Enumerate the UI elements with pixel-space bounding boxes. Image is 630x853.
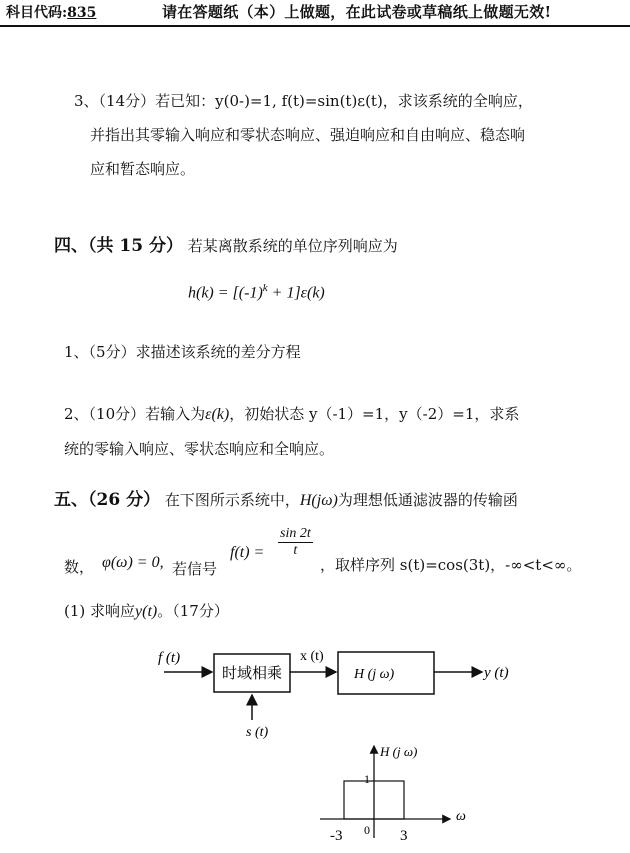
sampling-label: s (t): [246, 725, 269, 740]
mid-label: x (t): [300, 649, 324, 664]
multiplier-label: 时域相乘: [222, 666, 283, 682]
level-label: 1: [364, 772, 370, 786]
header-divider: [0, 25, 630, 27]
frequency-response-plot: [300, 740, 480, 850]
filter-label: H (j ω): [354, 667, 395, 682]
origin-label: 0: [364, 823, 370, 837]
plot-ylabel: H (j ω): [380, 744, 418, 759]
phase-condition: φ(ω) = 0,: [102, 554, 164, 571]
signal-fraction: $\frac{\sin 2t}{t}$: [280, 526, 311, 558]
section-4-title: 四、（共 15 分）: [54, 236, 183, 256]
block-diagram: [140, 640, 540, 740]
q3-line-2: 并指出其零输入响应和零状态响应、强迫响应和自由响应、稳态响: [90, 126, 526, 144]
input-label: f (t): [158, 650, 181, 666]
q3-line-3: 应和暂态响应。: [90, 160, 196, 178]
section-4-intro: 若某离散系统的单位序列响应为: [187, 237, 398, 255]
section-5-title: 五、（26 分）: [54, 490, 161, 510]
step-input-symbol: ε(k): [205, 406, 230, 423]
output-label: y (t): [484, 665, 509, 681]
section-4-q2-line-2: 统的零输入响应、零状态响应和全响应。: [64, 440, 335, 458]
response-symbol: y(t): [135, 603, 158, 620]
section-5-heading: 五、（26 分） 在下图所示系统中，H(jω)为理想低通滤波器的传输函: [54, 490, 518, 510]
left-cutoff-label: -3: [330, 828, 343, 844]
section-4-q1: 1、（5分）求描述该系统的差分方程: [64, 343, 301, 361]
impulse-response-formula: $h(k) = [(-1)^k + 1]\varepsilon(k)$: [188, 282, 325, 302]
signal-lhs: f(t) =: [230, 544, 265, 561]
q3-line-1: 3、（14分）若已知：y(0-)=1, f(t)=sin(t)ε(t)，求该系统的全响应，: [74, 92, 533, 110]
filter-symbol: H(jω): [299, 492, 338, 509]
section-4-q2-line-1: 2、（10分）若输入为ε(k)，初始状态 y（-1）=1，y（-2）=1，求系: [64, 405, 520, 423]
right-cutoff-label: 3: [400, 828, 408, 844]
section-4-heading: [54, 231, 398, 256]
exam-notice: 请在答题纸（本）上做题，在此试卷或草稿纸上做题无效!: [162, 3, 552, 21]
subject-code-value: 835: [67, 5, 97, 21]
subject-code: [6, 2, 96, 22]
section-5-q1: (1) 求响应y(t)。（17分）: [64, 602, 229, 620]
plot-xlabel: ω: [456, 809, 466, 824]
subject-code-label: 科目代码:: [6, 5, 68, 21]
